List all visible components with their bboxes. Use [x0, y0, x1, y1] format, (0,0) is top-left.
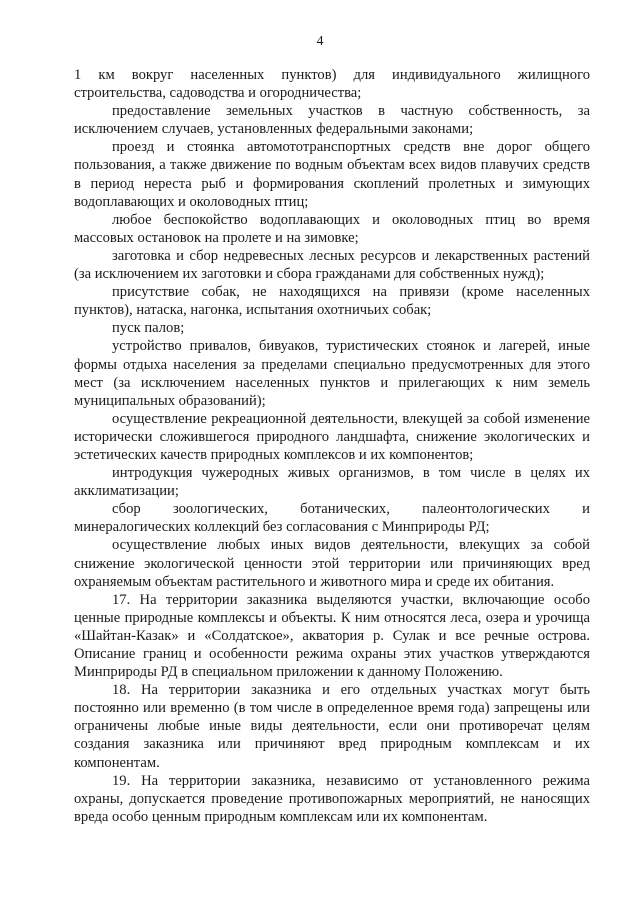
paragraph-collections: сбор зоологических, ботанических, палеонтологических и минералогических коллекций без согласования с Минприроды РД;: [74, 501, 590, 536]
paragraph-camping: устройство привалов, бивуаков, туристических стоянок и лагерей, иные формы отдыха населения за пределами специально предусмотренных для этого мест (за исключением населенных пунктов и прилегающих к ним земель муниципальных образований);: [74, 338, 590, 409]
page-number: 4: [316, 34, 324, 49]
paragraph-fires: пуск палов;: [112, 320, 185, 337]
paragraph-introduction-species: интродукция чужеродных живых организмов, в том числе в целях их акклиматизации;: [74, 465, 590, 500]
document-body: [74, 66, 590, 826]
paragraph-other-activities: осуществление любых иных видов деятельности, влекущих за собой снижение экологической ценности этой территории или причиняющих вред охраняемым объектам растительного и животного мира и среде их обитания.: [74, 537, 590, 590]
paragraph-dogs: присутствие собак, не находящихся на привязи (кроме населенных пунктов), натаска, нагонка, испытания охотничьих собак;: [74, 284, 590, 319]
paragraph-item-17: 17. На территории заказника выделяются участки, включающие особо ценные природные комплексы и объекты. К ним относятся леса, озера и урочища «Шайтан-Казак» и «Солдатское», акватория р. Сулак и все речные острова. Описание границ и особенности режима охраны этих участков утверждаются Минприроды РД в специальном приложении к данному Положению.: [74, 591, 590, 681]
paragraph-resource-harvesting: заготовка и сбор недревесных лесных ресурсов и лекарственных растений (за исключением их заготовки и сбора гражданами для собственных нужд);: [74, 247, 590, 283]
paragraph-land-privatization: предоставление земельных участков в частную собственность, за исключением случаев, установленных федеральными законами;: [74, 103, 590, 138]
paragraph-item-19: 19. На территории заказника, независимо от установленного режима охраны, допускается проведение противопожарных мероприятий, не наносящих вреда особо ценным природным комплексам или их компонентам.: [74, 772, 590, 825]
paragraph-recreation: осуществление рекреационной деятельности, влекущей за собой изменение исторически сложившегося природного ландшафта, снижение экологических и эстетических качеств природных комплексов и их компонентов;: [74, 410, 590, 463]
paragraph-item-18: 18. На территории заказника и его отдельных участках могут быть постоянно или временно (в том числе в определенное время года) запрещены или ограничены любые иные виды деятельности, если они противоречат целям создания заказника или причиняют вред природным комплексам и их компонентам.: [74, 682, 590, 771]
paragraph-continuation: 1 км вокруг населенных пунктов) для индивидуального жилищного строительства, садоводства и огородничества;: [74, 67, 590, 102]
paragraph-bird-disturbance: любое беспокойство водоплавающих и околоводных птиц во время массовых остановок на пролете и на зимовке;: [74, 211, 590, 246]
paragraph-vehicle-traffic: проезд и стоянка автомототранспортных средств вне дорог общего пользования, а также движение по водным объектам всех видов плавучих средств в период нереста рыб и формирования скоплений пролетных и зимующих водоплавающих и околоводных птиц;: [74, 139, 590, 210]
